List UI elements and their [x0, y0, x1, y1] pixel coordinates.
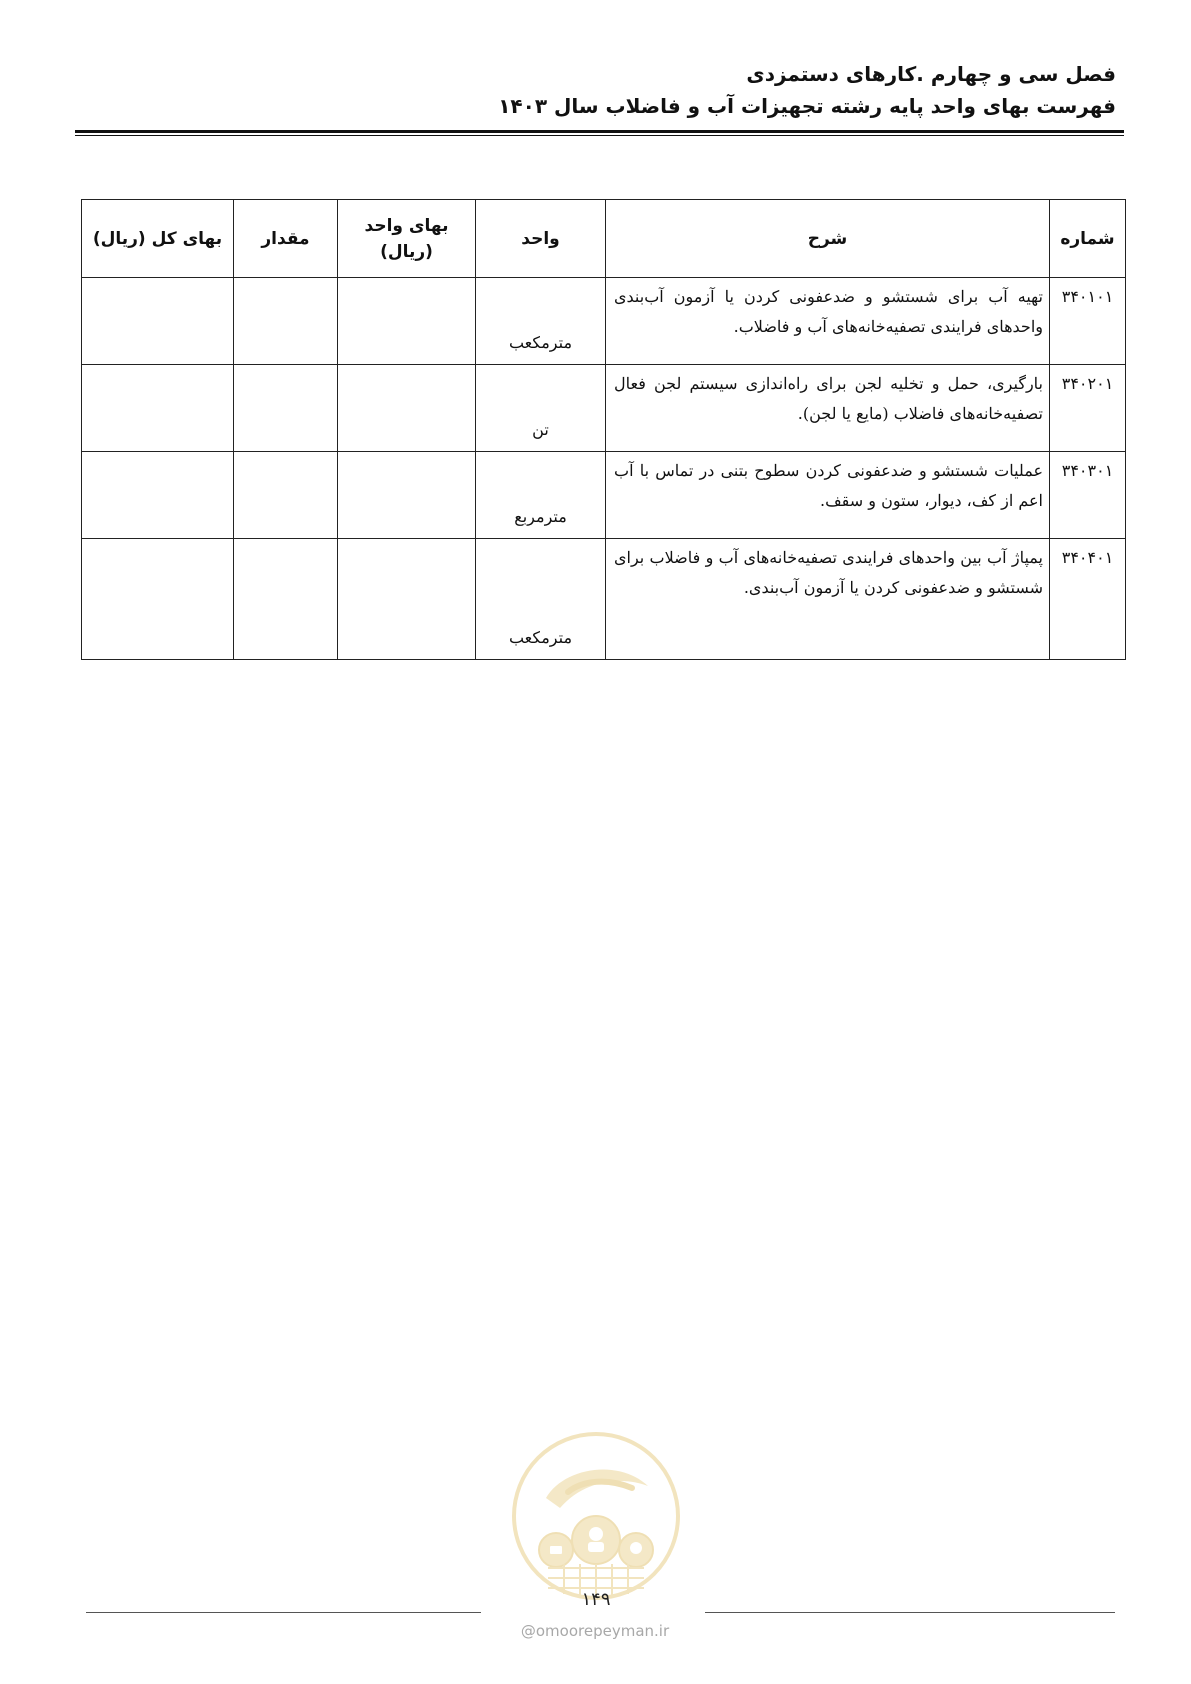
footer-rule-left — [86, 1612, 481, 1613]
item-number: ۳۴۰۴۰۱ — [1050, 539, 1126, 660]
unit-price-currency: (ریال) — [380, 241, 433, 262]
item-quantity — [234, 278, 338, 365]
table-header-row — [82, 200, 1126, 278]
item-quantity — [234, 365, 338, 452]
unit-price-label: بهای واحد — [364, 215, 449, 236]
price-list-title: فهرست بهای واحد پایه رشته تجهیزات آب و فاضلاب سال ۱۴۰۳ — [498, 94, 1116, 118]
item-quantity — [234, 452, 338, 539]
item-number: ۳۴۰۳۰۱ — [1050, 452, 1126, 539]
col-header-total-price: بهای کل (ریال) — [82, 200, 234, 278]
col-header-unit: واحد — [476, 200, 606, 278]
item-unit-price — [338, 452, 476, 539]
omoore-peyman-logo-icon — [508, 1428, 684, 1604]
item-description: بارگیری، حمل و تخلیه لجن برای راه‌اندازی سیستم لجن فعال تصفیه‌خانه‌های فاضلاب (مایع یا لجن). — [606, 365, 1050, 452]
price-items-table — [81, 199, 1126, 660]
header-rule-thin — [75, 135, 1124, 136]
item-unit-price — [338, 278, 476, 365]
table-row — [82, 365, 1126, 452]
page-number: ۱۴۹ — [581, 1589, 611, 1610]
col-header-number: شماره — [1050, 200, 1126, 278]
header-rule-thick — [75, 130, 1124, 133]
table-row — [82, 539, 1126, 660]
item-unit-price — [338, 365, 476, 452]
page-header — [75, 58, 1116, 122]
item-description: عملیات شستشو و ضدعفونی کردن سطوح بتنی در تماس با آب اعم از کف، دیوار، ستون و سقف. — [606, 452, 1050, 539]
item-number: ۳۴۰۲۰۱ — [1050, 365, 1126, 452]
item-description: پمپاژ آب بین واحدهای فرایندی تصفیه‌خانه‌های آب و فاضلاب برای شستشو و ضدعفونی کردن یا آزمون آب‌بندی. — [606, 539, 1050, 660]
item-description: تهیه آب برای شستشو و ضدعفونی کردن یا آزمون آب‌بندی واحدهای فرایندی تصفیه‌خانه‌های آب و فاضلاب. — [606, 278, 1050, 365]
item-unit-price — [338, 539, 476, 660]
item-number: ۳۴۰۱۰۱ — [1050, 278, 1126, 365]
item-unit: تن — [476, 365, 606, 452]
item-total-price — [82, 539, 234, 660]
item-unit: مترمکعب — [476, 278, 606, 365]
col-header-unit-price — [338, 200, 476, 278]
col-header-quantity: مقدار — [234, 200, 338, 278]
item-unit: مترمربع — [476, 452, 606, 539]
item-unit: مترمکعب — [476, 539, 606, 660]
item-total-price — [82, 278, 234, 365]
item-total-price — [82, 452, 234, 539]
col-header-description: شرح — [606, 200, 1050, 278]
table-row — [82, 452, 1126, 539]
item-total-price — [82, 365, 234, 452]
chapter-title: فصل سی و چهارم .کارهای دستمزدی — [746, 62, 1116, 86]
footer-rule-right — [705, 1612, 1115, 1613]
table-row — [82, 278, 1126, 365]
website-watermark: @omoorepeyman.ir — [520, 1622, 670, 1640]
item-quantity — [234, 539, 338, 660]
